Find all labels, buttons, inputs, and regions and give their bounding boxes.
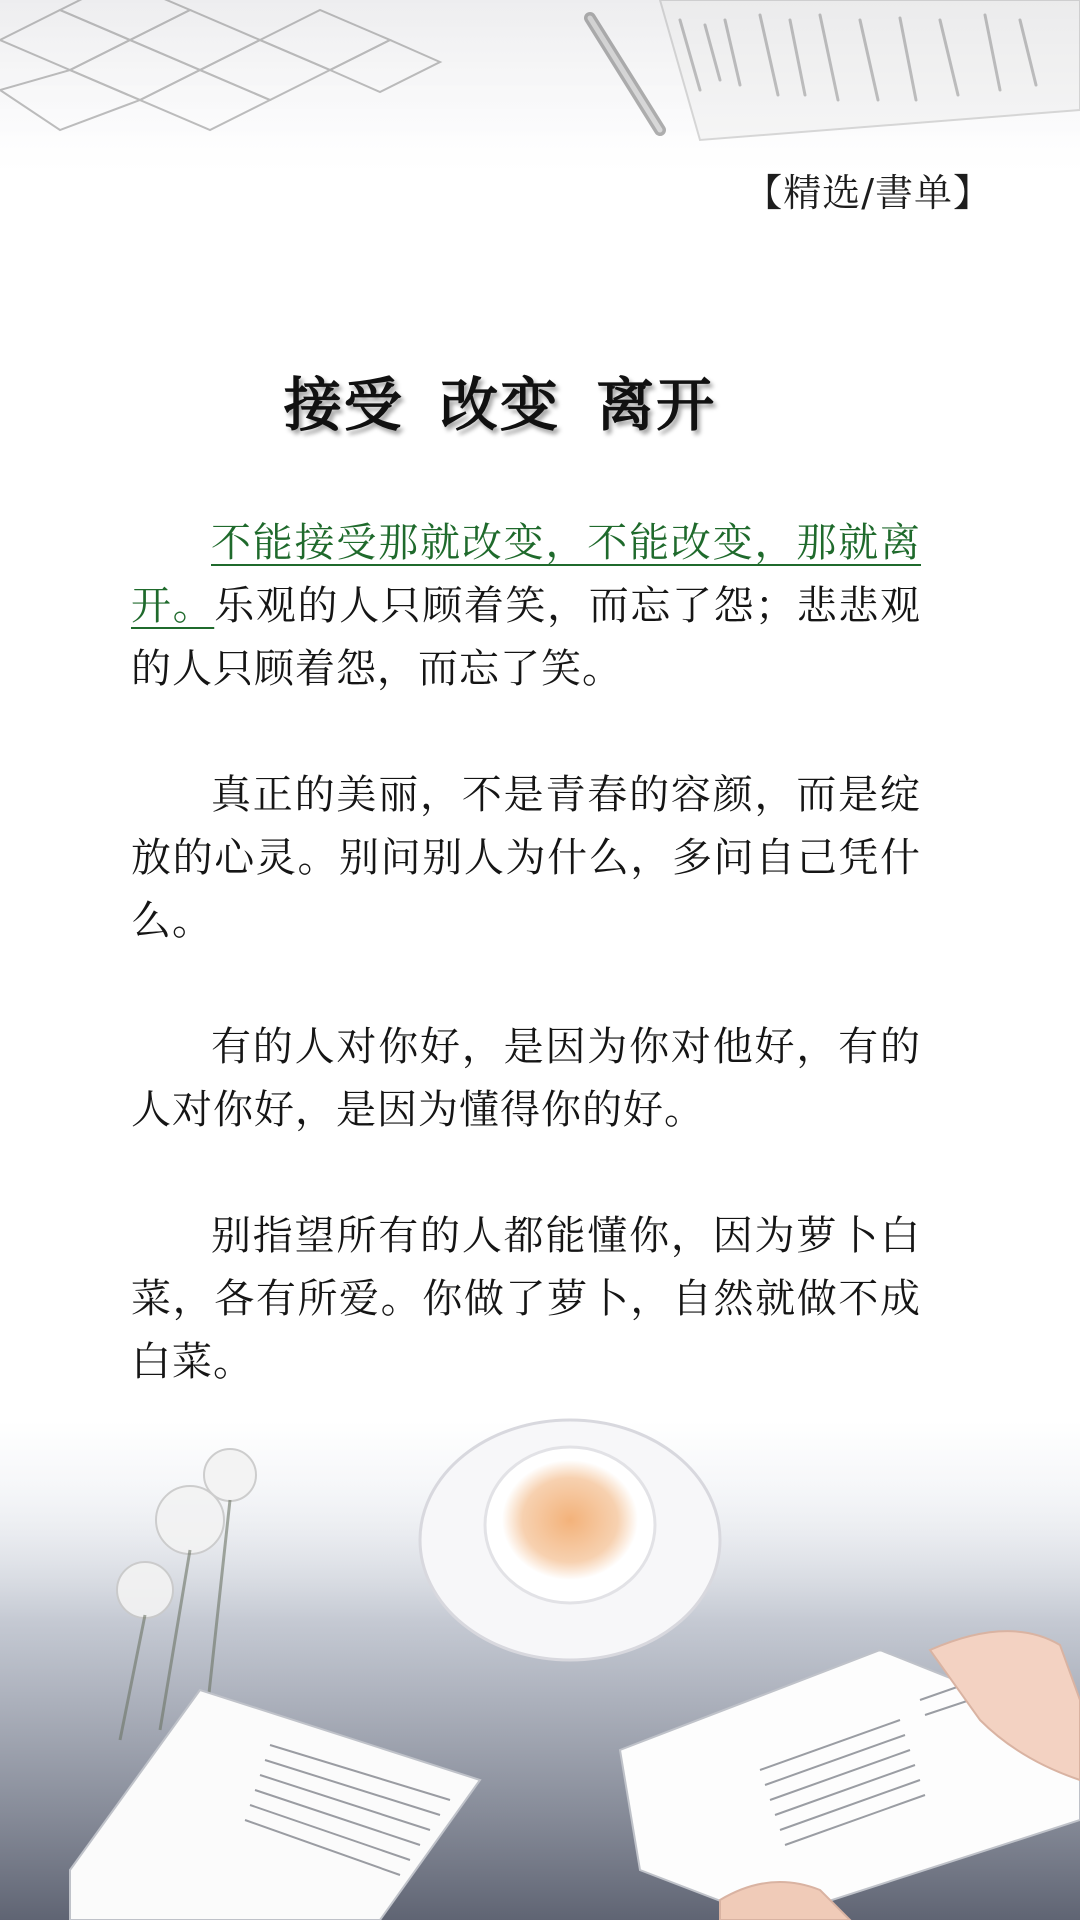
paragraph-4 xyxy=(131,1205,921,1394)
paragraph-text: 真正的美丽，不是青春的容颜，而是绽放的心灵。别问别人为什么，多问自己凭什么。 xyxy=(131,772,921,944)
paragraph-3 xyxy=(131,1016,921,1142)
highlighted-quote: 不能接受那就改变，不能改变，那就离开。 xyxy=(131,520,921,629)
paragraph-text: 有的人对你好，是因为你对他好，有的人对你好，是因为懂得你的好。 xyxy=(131,1024,921,1133)
paragraph-2 xyxy=(131,764,921,953)
keyboard-paper-illustration xyxy=(0,0,1080,150)
article-body xyxy=(131,512,921,1457)
paragraph-text: 乐观的人只顾着笑，而忘了怨；悲悲观的人只顾着怨，而忘了笑。 xyxy=(131,583,922,692)
paragraph-1 xyxy=(131,512,921,701)
article-title: 接受 改变 离开 xyxy=(283,371,717,439)
category-tag: 【精选/書单】 xyxy=(744,171,992,215)
books-cup-illustration xyxy=(0,1400,1080,1920)
paragraph-text: 别指望所有的人都能懂你，因为萝卜白菜，各有所爱。你做了萝卜，自然就做不成白菜。 xyxy=(131,1213,921,1385)
